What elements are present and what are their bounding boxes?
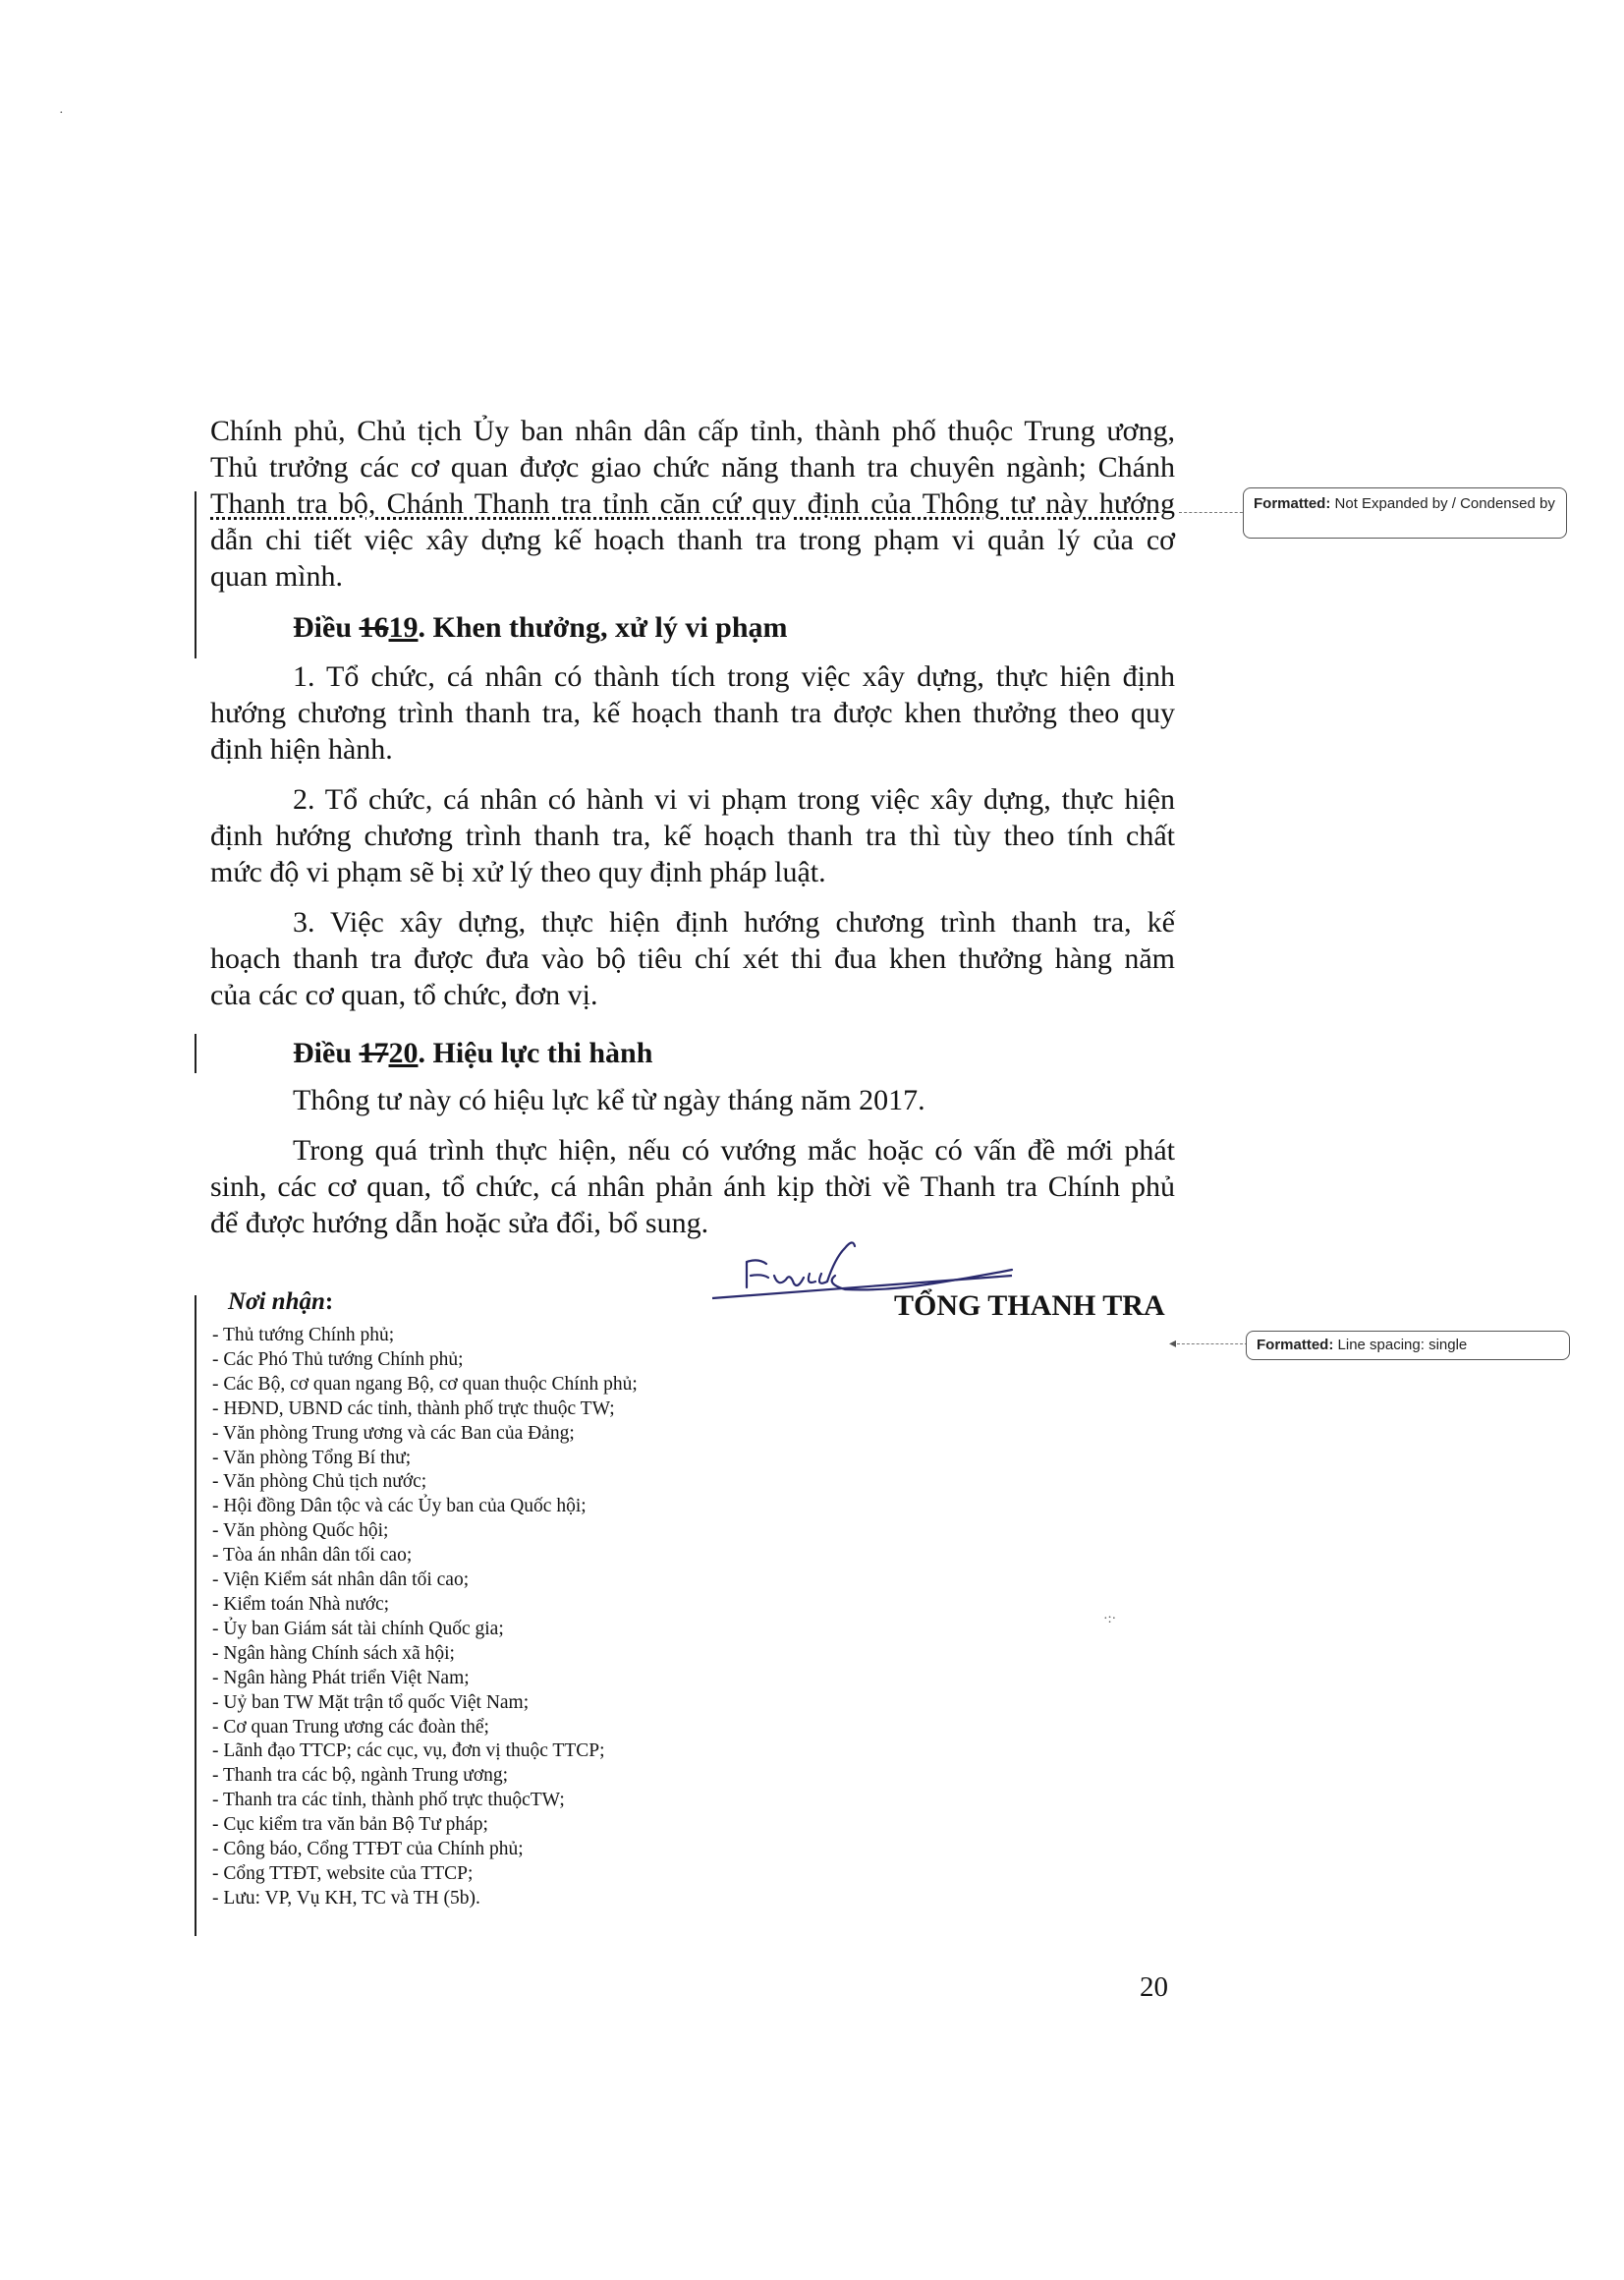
intro-paragraph: [210, 413, 1175, 595]
change-bar: [195, 1295, 196, 1936]
text-line: của các cơ quan, tổ chức, đơn vị.: [210, 979, 598, 1011]
list-item: - Viện Kiểm sát nhân dân tối cao;: [212, 1569, 470, 1591]
text-line: Thông tư này có hiệu lực kể từ ngày tháng năm 2017.: [293, 1084, 925, 1116]
article-19-clause-3: [210, 904, 1175, 1013]
page-number: 20: [1140, 1971, 1168, 2003]
list-item: - Các Bộ, cơ quan ngang Bộ, cơ quan thuộc Chính phủ;: [212, 1373, 638, 1395]
text-line: để được hướng dẫn hoặc sửa đổi, bổ sung.: [210, 1207, 709, 1239]
scan-speck: ·: [59, 106, 64, 121]
comment-text: Line spacing: single: [1337, 1337, 1468, 1353]
text-line: 2. Tổ chức, cá nhân có hành vi vi phạm trong việc xây dựng, thực hiện: [293, 783, 1175, 816]
list-item: - Văn phòng Trung ương và các Ban của Đảng;: [212, 1422, 575, 1444]
list-item: - Công báo, Cổng TTĐT của Chính phủ;: [212, 1839, 524, 1860]
article-19-clause-1: [210, 658, 1175, 768]
text-line: hoạch thanh tra được đưa vào bộ tiêu chí xét thi đua khen thưởng hàng năm: [210, 942, 1175, 975]
list-item: - Cổng TTĐT, website của TTCP;: [212, 1862, 474, 1884]
list-item: - Cục kiểm tra văn bản Bộ Tư pháp;: [212, 1814, 488, 1836]
list-item: - Thanh tra các bộ, ngành Trung ương;: [212, 1765, 509, 1787]
arrow-left-icon: ◂: [1169, 1336, 1177, 1351]
inserted-number: 20: [388, 1037, 419, 1069]
comment-label: Formatted:: [1257, 1337, 1334, 1353]
change-bar: [195, 1034, 196, 1073]
list-item: - Tòa án nhân dân tối cao;: [212, 1545, 413, 1567]
deleted-number: 17: [359, 1037, 389, 1069]
article-20-clause-1: [210, 1082, 1175, 1118]
list-item: - Văn phòng Tổng Bí thư;: [212, 1447, 412, 1468]
text-line: Chính phủ, Chủ tịch Ủy ban nhân dân cấp tỉnh, thành phố thuộc Trung ương,: [210, 415, 1175, 447]
list-item: - Văn phòng Quốc hội;: [212, 1520, 389, 1542]
text-line: Trong quá trình thực hiện, nếu có vướng mắc hoặc có vấn đề mới phát: [293, 1134, 1175, 1167]
recipients-list: [212, 1324, 762, 1911]
list-item: - Lưu: VP, Vụ KH, TC và TH (5b).: [212, 1887, 480, 1909]
comment-connector: [1177, 1343, 1248, 1344]
article-19-heading: Điều 1619. Khen thưởng, xử lý vi phạm: [293, 611, 788, 644]
list-item: - Văn phòng Chủ tịch nước;: [212, 1471, 427, 1493]
inserted-number: 19: [388, 611, 419, 644]
article-20-heading: Điều 1720. Hiệu lực thi hành: [293, 1037, 653, 1069]
text-line: hướng chương trình thanh tra, kế hoạch thanh tra được khen thưởng theo quy: [210, 697, 1175, 729]
text-line: mức độ vi phạm sẽ bị xử lý theo quy định pháp luật.: [210, 856, 826, 888]
comment-label: Formatted:: [1254, 495, 1331, 512]
article-19-clause-2: [210, 781, 1175, 890]
text-line: sinh, các cơ quan, tổ chức, cá nhân phản ánh kịp thời về Thanh tra Chính phủ: [210, 1170, 1175, 1203]
comment-text: Not Expanded by / Condensed by: [1334, 495, 1555, 512]
change-bar: [195, 491, 196, 658]
list-item: - Kiểm toán Nhà nước;: [212, 1593, 390, 1615]
list-item: - Ngân hàng Phát triển Việt Nam;: [212, 1667, 470, 1688]
text-line: Thủ trưởng các cơ quan được giao chức năng thanh tra chuyên ngành; Chánh: [210, 451, 1175, 484]
formatting-comment[interactable]: [1243, 487, 1567, 539]
list-item: - Thủ tướng Chính phủ;: [212, 1325, 395, 1345]
formatting-comment[interactable]: [1246, 1331, 1570, 1360]
text-line: định hiện hành.: [210, 733, 393, 766]
list-item: - Ngân hàng Chính sách xã hội;: [212, 1642, 455, 1664]
text-line: Thanh tra bộ, Chánh Thanh tra tỉnh căn cứ quy định của Thông tư này hướng: [210, 487, 1175, 520]
list-item: - HĐND, UBND các tỉnh, thành phố trực thuộc TW;: [212, 1397, 615, 1419]
list-item: - Thanh tra các tỉnh, thành phố trực thuộcTW;: [212, 1790, 565, 1811]
text-line: định hướng chương trình thanh tra, kế hoạch thanh tra thì tùy theo tính chất: [210, 820, 1175, 852]
comment-connector: [1179, 512, 1248, 513]
scan-speck: ·:·: [1103, 1612, 1117, 1626]
list-item: - Các Phó Thủ tướng Chính phủ;: [212, 1348, 464, 1370]
text-line: 1. Tổ chức, cá nhân có thành tích trong việc xây dựng, thực hiện định: [293, 660, 1175, 693]
text-line: 3. Việc xây dựng, thực hiện định hướng chương trình thanh tra, kế: [293, 906, 1175, 939]
signer-title: TỔNG THANH TRA: [894, 1289, 1165, 1322]
text-line: dẫn chi tiết việc xây dựng kế hoạch thanh tra trong phạm vi quản lý của cơ: [210, 524, 1175, 556]
deleted-number: 16: [359, 611, 389, 644]
list-item: - Ủy ban Giám sát tài chính Quốc gia;: [212, 1618, 504, 1639]
text-line: quan mình.: [210, 560, 343, 593]
list-item: - Uỷ ban TW Mặt trận tổ quốc Việt Nam;: [212, 1691, 530, 1713]
list-item: - Lãnh đạo TTCP; các cục, vụ, đơn vị thuộc TTCP;: [212, 1740, 605, 1762]
list-item: - Hội đồng Dân tộc và các Ủy ban của Quốc hội;: [212, 1496, 587, 1517]
recipients-title: Nơi nhận:: [228, 1288, 334, 1315]
list-item: - Cơ quan Trung ương các đoàn thể;: [212, 1716, 489, 1738]
